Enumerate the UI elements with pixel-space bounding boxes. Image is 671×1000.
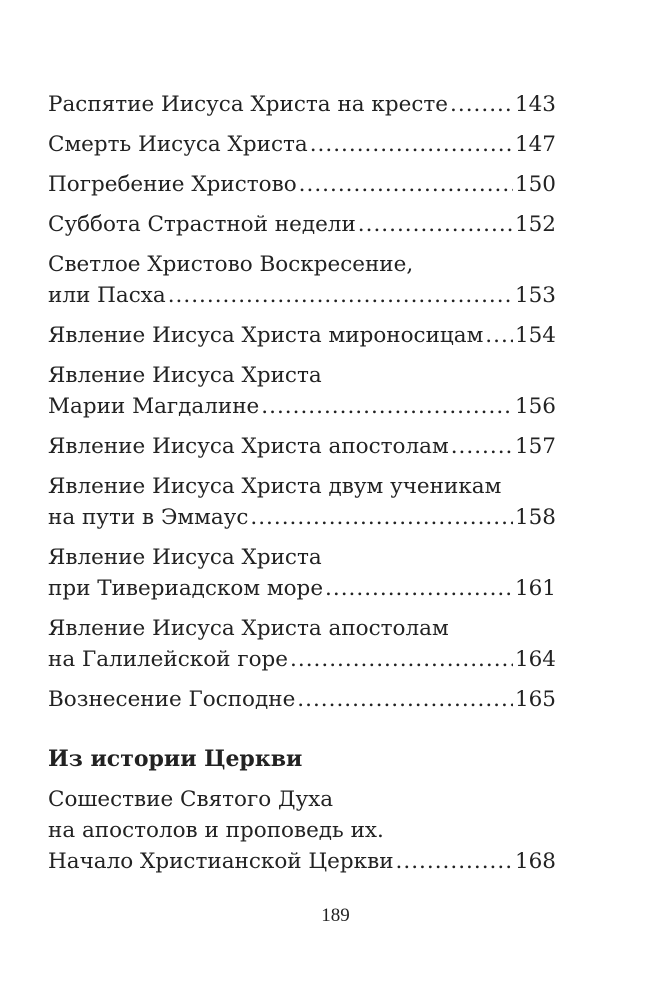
toc-entry (48, 249, 556, 311)
toc-entry-line (48, 89, 556, 120)
toc-entry-page: 168 (514, 849, 556, 874)
toc-entry-page: 152 (514, 212, 556, 237)
dot-leader (325, 573, 513, 604)
toc-entry (48, 209, 556, 240)
toc-entry-page: 150 (514, 172, 556, 197)
toc-entry-title: на апостолов и проповедь их. (48, 818, 384, 843)
section-heading: Из истории Церкви (48, 746, 303, 772)
toc-entry (48, 471, 556, 533)
toc-entry-page: 164 (514, 647, 556, 672)
dot-leader (396, 846, 513, 877)
toc-entry (48, 320, 556, 351)
toc-entry-title: Начало Христианской Церкви (48, 849, 394, 874)
toc-entry-line (48, 129, 556, 160)
dot-leader (261, 391, 513, 422)
toc-entry-title: или Пасха (48, 283, 166, 308)
toc-entry-line (48, 391, 556, 422)
toc-entry (48, 684, 556, 715)
toc-entry-page: 147 (514, 132, 556, 157)
toc-entry-line (48, 320, 556, 351)
toc-entries (48, 89, 556, 715)
toc-entry-page: 156 (514, 394, 556, 419)
toc-entry-page: 153 (514, 283, 556, 308)
toc-entry-title: Сошествие Святого Духа (48, 787, 334, 812)
toc-entry (48, 431, 556, 462)
toc-entry-line (48, 280, 556, 311)
toc-entry-title: Явление Иисуса Христа двум ученикам (48, 474, 502, 499)
toc-entry-page: 158 (514, 505, 556, 530)
toc-entry-line (48, 209, 556, 240)
toc-entry (48, 89, 556, 120)
toc-entry-page: 165 (514, 687, 556, 712)
dot-leader (290, 644, 513, 675)
toc-entry-title: Явление Иисуса Христа (48, 363, 322, 388)
toc-entry-line (48, 573, 556, 604)
toc-entry-page: 154 (514, 323, 556, 348)
toc-entry-line (48, 249, 556, 280)
toc-entry-line (48, 431, 556, 462)
dot-leader (451, 431, 513, 462)
dot-leader (250, 502, 513, 533)
toc-entry-title: Смерть Иисуса Христа (48, 132, 308, 157)
toc-entry-line (48, 815, 556, 846)
toc-entry-line (48, 360, 556, 391)
toc-entry-line (48, 784, 556, 815)
toc-entry-page: 143 (514, 92, 556, 117)
section-entries (48, 784, 556, 877)
toc-entry-title: на пути в Эммаус (48, 505, 249, 530)
toc-entry-title: Вознесение Господне (48, 687, 296, 712)
toc-entry-title: Погребение Христово (48, 172, 297, 197)
table-of-contents (48, 89, 556, 886)
toc-entry (48, 542, 556, 604)
toc-entry-line (48, 613, 556, 644)
toc-entry (48, 169, 556, 200)
toc-entry-line (48, 502, 556, 533)
toc-entry-line (48, 542, 556, 573)
toc-entry-title: Суббота Страстной недели (48, 212, 356, 237)
toc-entry-line (48, 644, 556, 675)
toc-entry-title: Распятие Иисуса Христа на кресте (48, 92, 449, 117)
toc-entry-title: Явление Иисуса Христа (48, 545, 322, 570)
toc-entry (48, 129, 556, 160)
toc-entry-title: на Галилейской горе (48, 647, 289, 672)
page-number: 189 (321, 905, 350, 926)
toc-entry-line (48, 169, 556, 200)
dot-leader (168, 280, 513, 311)
toc-entry-page: 161 (514, 576, 556, 601)
dot-leader (358, 209, 513, 240)
dot-leader (299, 169, 513, 200)
toc-entry (48, 613, 556, 675)
toc-entry-title: при Тивериадском море (48, 576, 324, 601)
toc-entry-title: Светлое Христово Воскресение, (48, 252, 414, 277)
dot-leader (297, 684, 513, 715)
toc-entry-title: Явление Иисуса Христа апостолам (48, 434, 449, 459)
toc-entry-line (48, 684, 556, 715)
dot-leader (485, 320, 513, 351)
toc-entry (48, 784, 556, 877)
toc-entry-title: Явление Иисуса Христа мироносицам (48, 323, 484, 348)
dot-leader (450, 89, 513, 120)
toc-entry-title: Марии Магдалине (48, 394, 260, 419)
toc-entry-page: 157 (514, 434, 556, 459)
toc-entry-line (48, 846, 556, 877)
toc-entry-title: Явление Иисуса Христа апостолам (48, 616, 449, 641)
toc-entry (48, 360, 556, 422)
toc-entry-line (48, 471, 556, 502)
dot-leader (310, 129, 513, 160)
